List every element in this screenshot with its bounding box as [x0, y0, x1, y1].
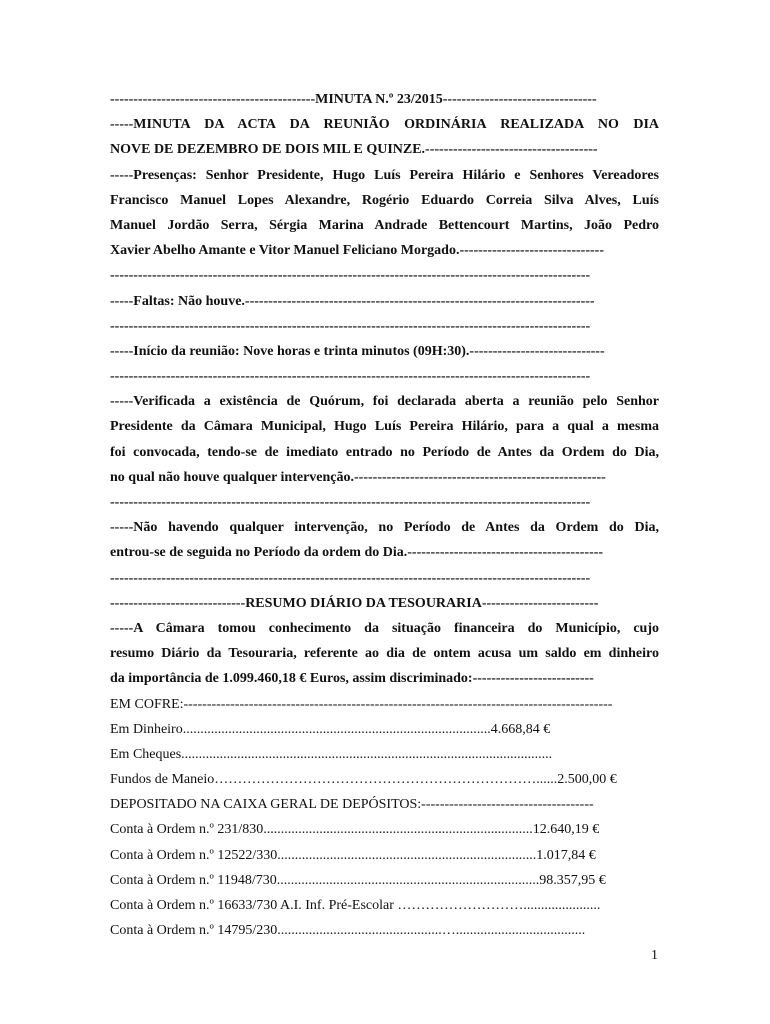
- minuta-number-heading: --------------------------------------------MINUTA N.º 23/2015---------------------------------: [110, 92, 597, 107]
- tesouraria-line-1: -----A Câmara tomou conhecimento da situação financeira do Município, cujo: [110, 620, 659, 636]
- conta-ordem-row: Conta à Ordem n.º 12522/330..........................................................................1.017,84 €: [110, 847, 596, 863]
- separator-line: -------------------------------------------------------------------------------------------------------: [110, 318, 591, 334]
- document-body: [110, 87, 659, 943]
- separator-line: -------------------------------------------------------------------------------------------------------: [110, 495, 591, 510]
- quorum-line-4: no qual não houve qualquer intervenção.------------------------------------------------------: [110, 469, 606, 485]
- caixa-geral-heading: DEPOSITADO NA CAIXA GERAL DE DEPÓSITOS:-------------------------------------: [110, 797, 594, 813]
- em-cofre-heading: EM COFRE:--------------------------------------------------------------------------------------------: [110, 696, 613, 712]
- presencas-line-4: Xavier Abelho Amante e Vitor Manuel Feliciano Morgado.-------------------------------: [110, 243, 604, 259]
- em-cheques-row: Em Cheques..........................................................................................................: [110, 746, 553, 762]
- minuta-title-line-1: -----MINUTA DA ACTA DA REUNIÃO ORDINÁRIA REALIZADA NO DIA: [110, 117, 659, 133]
- presencas-line-3: Manuel Jordão Serra, Sérgia Marina Andrade Bettencourt Martins, João Pedro: [110, 217, 659, 233]
- quorum-line-2: Presidente da Câmara Municipal, Hugo Luís Pereira Hilário, para a qual a mesma: [110, 419, 659, 435]
- conta-ordem-row: Conta à Ordem n.º 231/830.............................................................................12.640,19 €: [110, 822, 600, 838]
- separator-line: -------------------------------------------------------------------------------------------------------: [110, 570, 591, 586]
- quorum-line-3: foi convocada, tendo-se de imediato entrado no Período de Antes da Ordem do Dia,: [110, 444, 659, 460]
- minuta-title-line-2: NOVE DE DEZEMBRO DE DOIS MIL E QUINZE.-------------------------------------: [110, 142, 598, 158]
- faltas-line: -----Faltas: Não houve.---------------------------------------------------------------------------: [110, 293, 595, 309]
- em-dinheiro-row: Em Dinheiro........................................................................................4.668,84 €: [110, 721, 551, 737]
- separator-line: -------------------------------------------------------------------------------------------------------: [110, 369, 591, 385]
- quorum-line-1: -----Verificada a existência de Quórum, foi declarada aberta a reunião pelo Senhor: [110, 394, 659, 410]
- fundos-de-maneio-row: Fundos de Maneio……………………………………………………………......2.500,00 €: [110, 772, 617, 788]
- presencas-line-1: -----Presenças: Senhor Presidente, Hugo Luís Pereira Hilário e Senhores Vereadores: [110, 167, 659, 183]
- separator-line: -------------------------------------------------------------------------------------------------------: [110, 268, 591, 284]
- page-number: 1: [651, 948, 658, 963]
- tesouraria-heading: -----------------------------RESUMO DIÁRIO DA TESOURARIA-------------------------: [110, 595, 599, 611]
- conta-ordem-row: Conta à Ordem n.º 11948/730...........................................................................98.357,95 €: [110, 872, 606, 888]
- conta-ordem-row: Conta à Ordem n.º 16633/730 A.I. Inf. Pré-Escolar ………………………......................: [110, 898, 601, 913]
- tesouraria-line-2: resumo Diário da Tesouraria, referente ao dia de ontem acusa um saldo em dinheiro: [110, 646, 659, 662]
- tesouraria-line-3: da importância de 1.099.460,18 € Euros, assim discriminado:--------------------------: [110, 671, 594, 687]
- inicio-reuniao-line: -----Início da reunião: Nove horas e trinta minutos (09H:30).-----------------------------: [110, 343, 605, 359]
- presencas-line-2: Francisco Manuel Lopes Alexandre, Rogério Eduardo Correia Silva Alves, Luís: [110, 192, 659, 208]
- ordem-do-dia-line-1: -----Não havendo qualquer intervenção, no Período de Antes da Ordem do Dia,: [110, 520, 659, 536]
- conta-ordem-row: Conta à Ordem n.º 14795/230...............................................….....................................: [110, 923, 586, 939]
- ordem-do-dia-line-2: entrou-se de seguida no Período da ordem do Dia.------------------------------------------: [110, 545, 604, 561]
